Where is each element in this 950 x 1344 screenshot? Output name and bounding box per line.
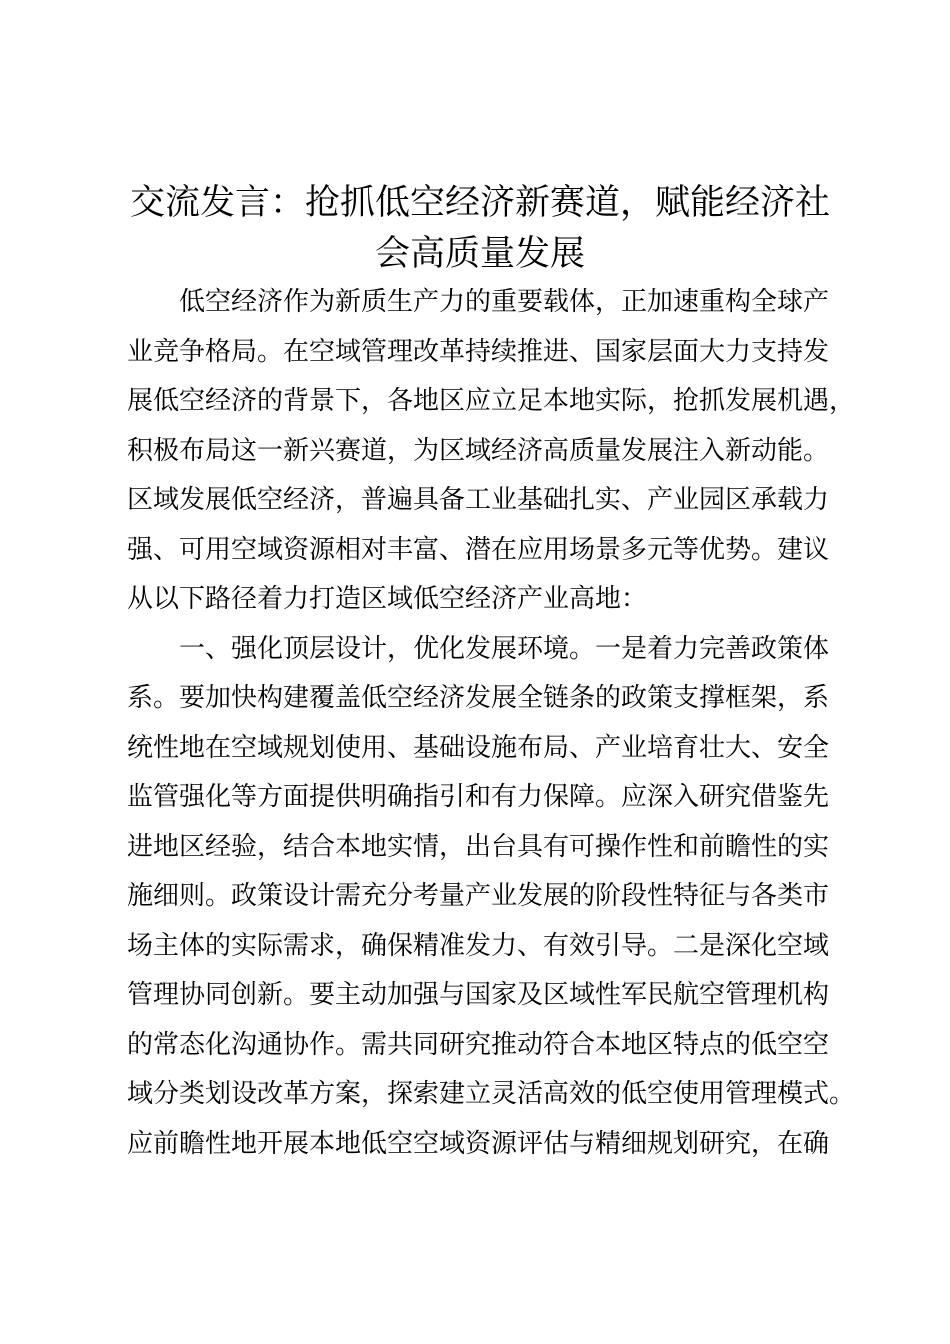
document-body (127, 278, 856, 1169)
paragraph-line: 监管强化等方面提供明确指引和有力保障。应深入研究借鉴先 (127, 782, 830, 812)
paragraph-line: 施细则。政策设计需充分考量产业发展的阶段性特征与各类市 (127, 881, 830, 911)
paragraph-line: 管理协同创新。要主动加强与国家及区域性军民航空管理机构 (127, 980, 830, 1010)
paragraph-line: 区域发展低空经济，普遍具备工业基础扎实、产业园区承载力 (127, 485, 830, 515)
paragraph-line: 一、强化顶层设计，优化发展环境。一是着力完善政策体 (179, 633, 830, 664)
paragraph-line: 应前瞻性地开展本地低空空域资源评估与精细规划研究，在确 (127, 1128, 830, 1159)
paragraph-line: 系。要加快构建覆盖低空经济发展全链条的政策支撑框架，系 (127, 683, 830, 713)
paragraph-line: 低空经济作为新质生产力的重要载体，正加速重构全球产 (179, 287, 830, 317)
paragraph-line: 统性地在空域规划使用、基础设施布局、产业培育壮大、安全 (127, 732, 830, 763)
paragraph-line: 进地区经验，结合本地实情，出台具有可操作性和前瞻性的实 (127, 831, 830, 862)
paragraph-line: 业竞争格局。在空域管理改革持续推进、国家层面大力支持发 (127, 336, 830, 367)
paragraph-line: 的常态化沟通协作。需共同研究推动符合本地区特点的低空空 (127, 1029, 830, 1060)
title-line-1: 交流发言：抢抓低空经济新赛道，赋能经济社 (129, 183, 830, 223)
paragraph-line: 强、可用空域资源相对丰富、潜在应用场景多元等优势。建议 (127, 534, 830, 565)
paragraph-line: 场主体的实际需求，确保精准发力、有效引导。二是深化空域 (127, 930, 830, 961)
paragraph-line: 从以下路径着力打造区域低空经济产业高地： (127, 584, 648, 614)
paragraph-line: 积极布局这一新兴赛道，为区域经济高质量发展注入新动能。 (127, 435, 830, 466)
title-line-2: 会高质量发展 (374, 234, 585, 274)
paragraph-line: 展低空经济的背景下，各地区应立足本地实际，抢抓发展机遇， (127, 386, 856, 416)
paragraph-line: 域分类划设改革方案，探索建立灵活高效的低空使用管理模式。 (127, 1079, 856, 1109)
document-title (100, 178, 860, 280)
